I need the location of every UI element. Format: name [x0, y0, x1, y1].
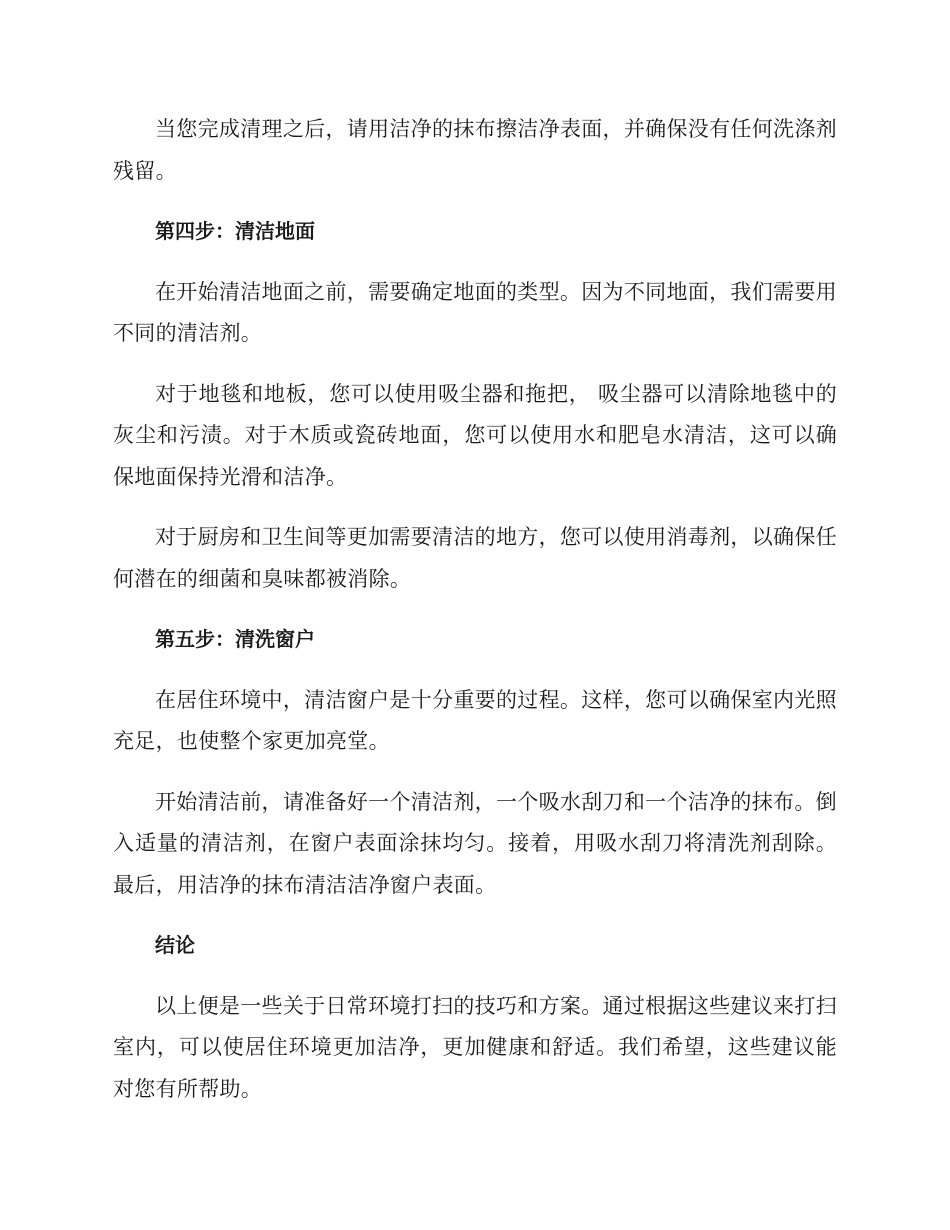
heading-step-four: 第四步：清洁地面: [155, 219, 315, 243]
paragraph-carpet-floor: 对于地毯和地板，您可以使用吸尘器和拖把， 吸尘器可以清除地毯中的灰尘和污渍。对于木质或瓷砖地面，您可以使用水和肥皂水清洁，这可以确保地面保持光滑和洁净。: [113, 381, 837, 489]
paragraph-window-importance: 在居住环境中，清洁窗户是十分重要的过程。这样，您可以确保室内光照充足，也使整个家更加亮堂。: [113, 687, 837, 753]
heading-step-five: 第五步：清洗窗户: [155, 627, 315, 651]
paragraph-window-steps: 开始清洁前，请准备好一个清洁剂，一个吸水刮刀和一个洁净的抹布。倒入适量的清洁剂，在窗户表面涂抹均匀。接着，用吸水刮刀将清洗剂刮除。最后，用洁净的抹布清洁洁净窗户表面。: [113, 789, 837, 897]
paragraph-kitchen-bathroom: 对于厨房和卫生间等更加需要清洁的地方，您可以使用消毒剂，以确保任何潜在的细菌和臭味都被消除。: [113, 525, 837, 591]
heading-conclusion: 结论: [155, 933, 195, 957]
paragraph-floor-type: 在开始清洁地面之前，需要确定地面的类型。因为不同地面，我们需要用不同的清洁剂。: [113, 279, 837, 345]
document-page: [113, 109, 837, 1129]
paragraph-rinse-surface: 当您完成清理之后，请用洁净的抹布擦洁净表面，并确保没有任何洗涤剂残留。: [113, 117, 837, 183]
paragraph-conclusion: 以上便是一些关于日常环境打扫的技巧和方案。通过根据这些建议来打扫室内，可以使居住环境更加洁净，更加健康和舒适。我们希望，这些建议能对您有所帮助。: [113, 993, 837, 1101]
